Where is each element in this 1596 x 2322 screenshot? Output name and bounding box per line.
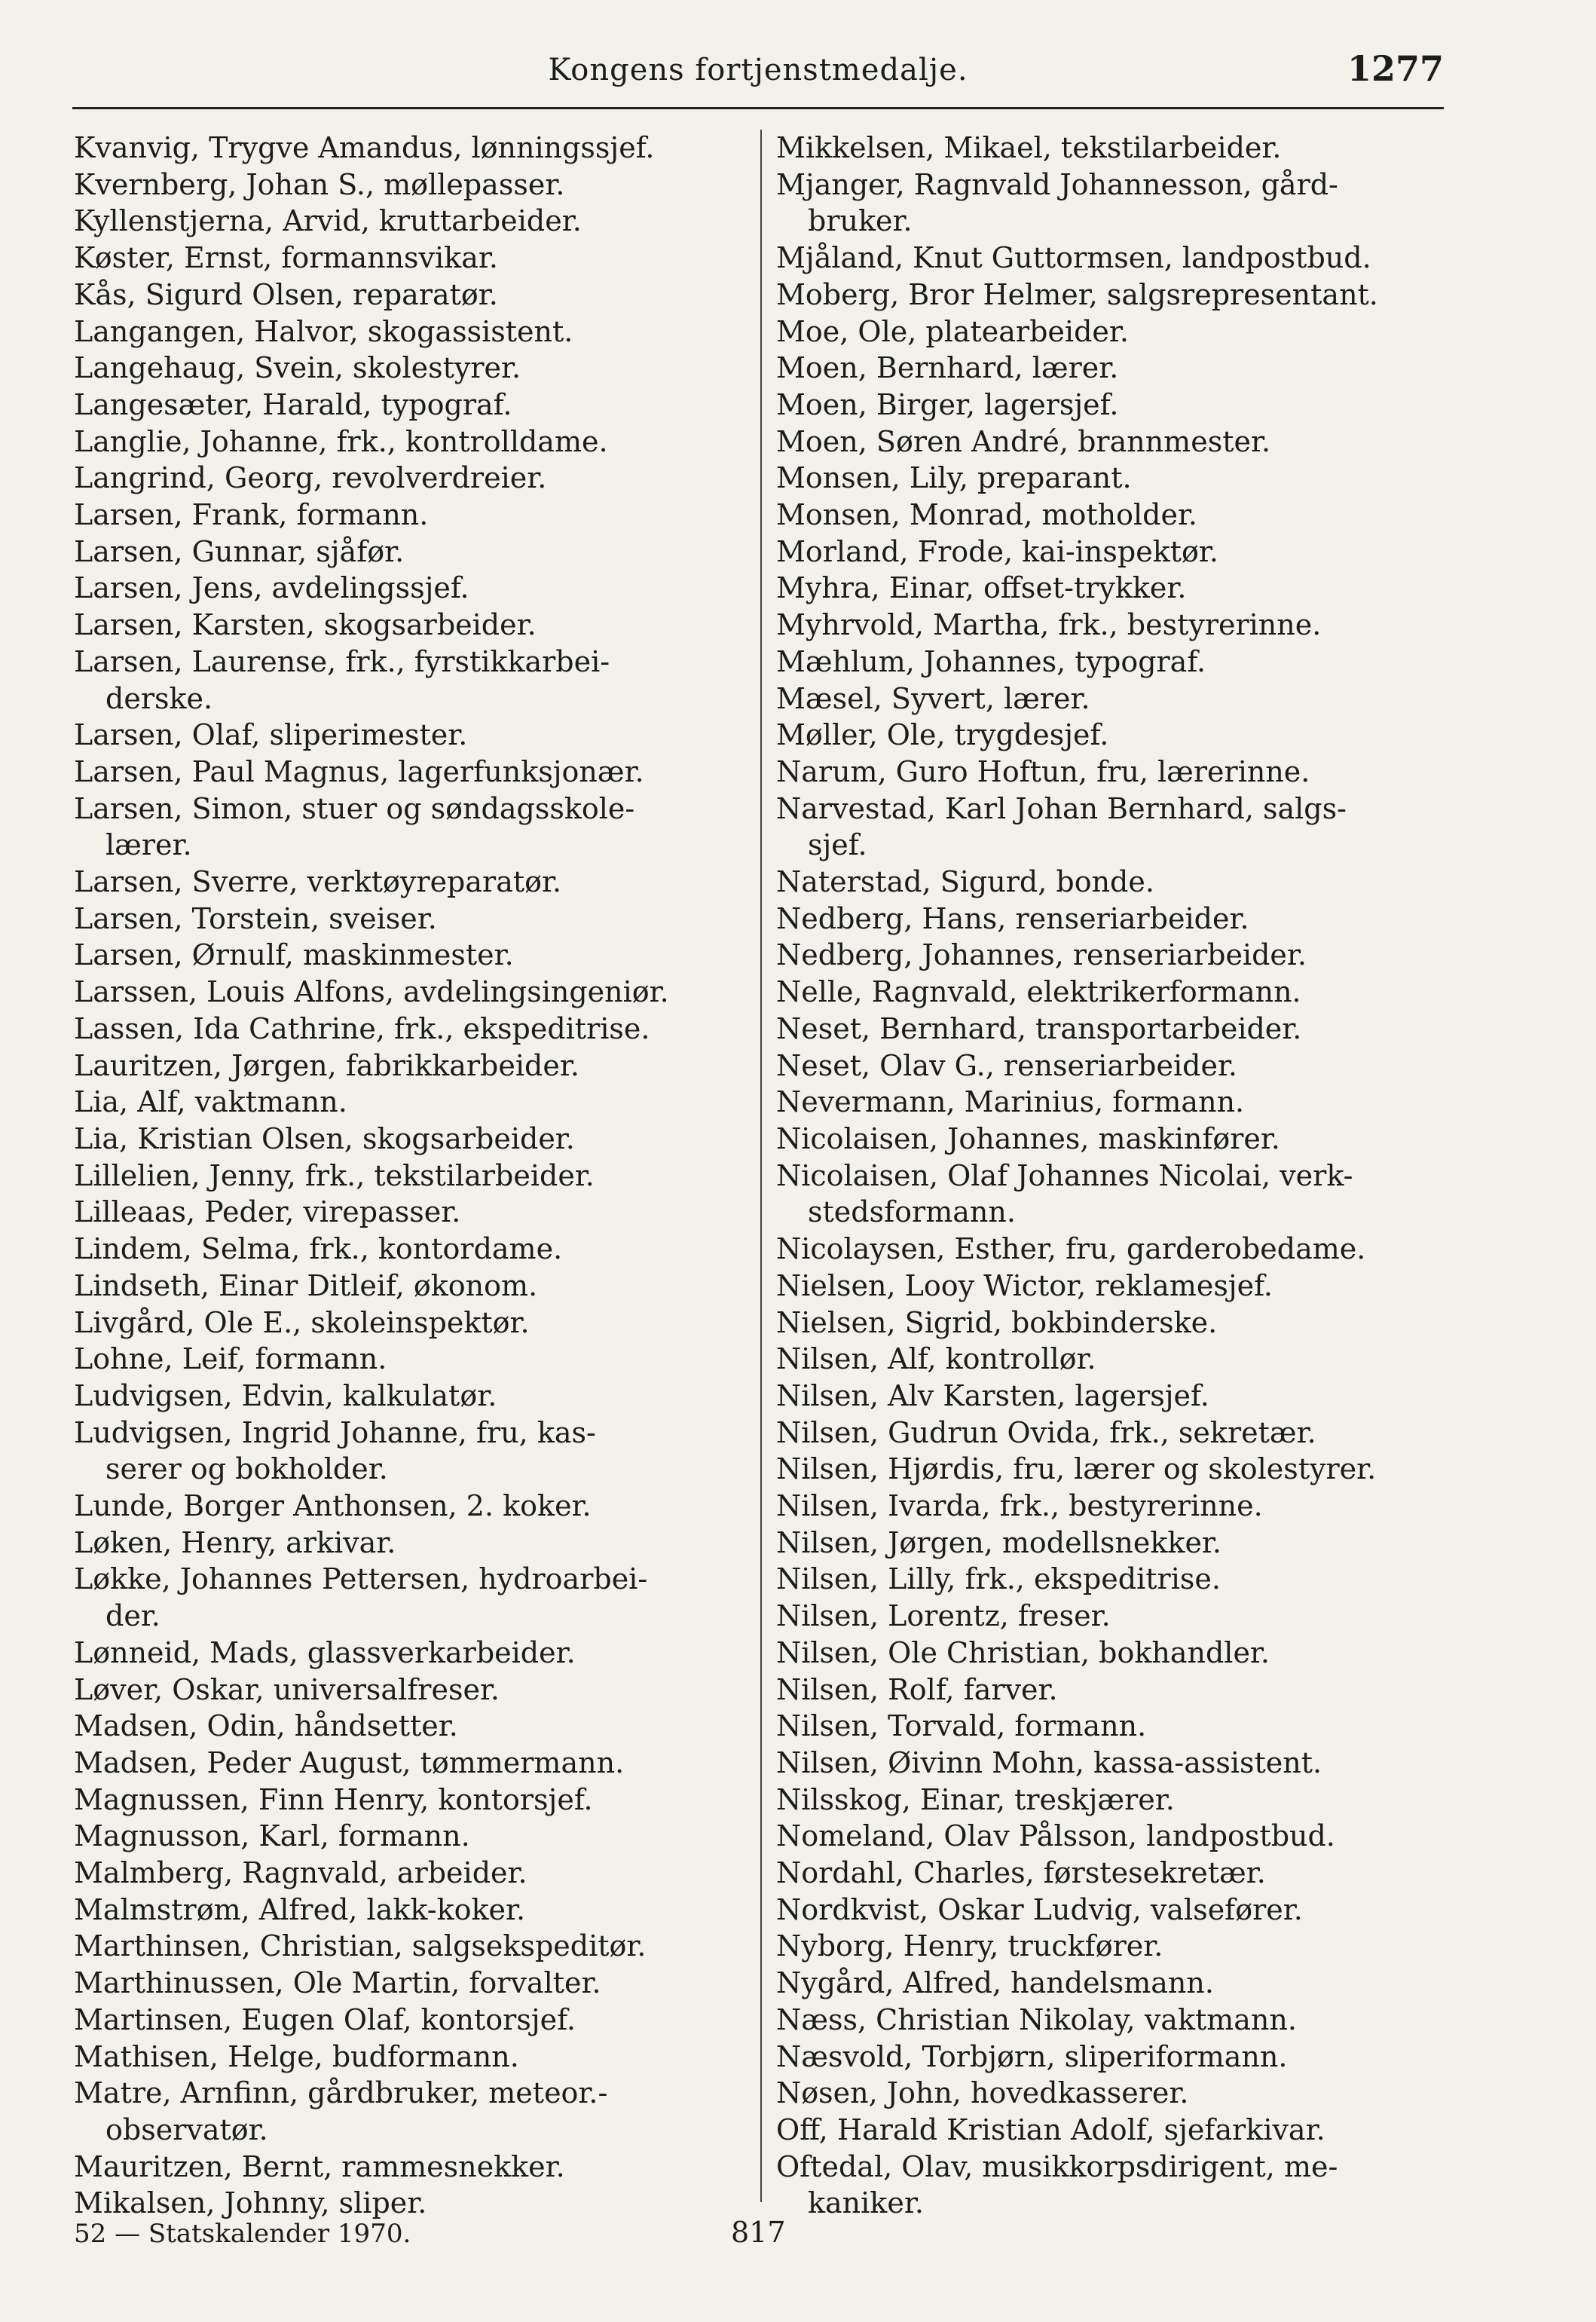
list-item: Nelle, Ragnvald, elektrikerformann. [776, 975, 1301, 1009]
list-item: Malmstrøm, Alfred, lakk-koker. [74, 1892, 526, 1926]
list-item: Mathisen, Helge, budformann. [74, 2039, 519, 2073]
list-item-continuation: observatør. [105, 2112, 268, 2146]
list-item: Larsen, Frank, formann. [74, 498, 429, 532]
list-item: Lindseth, Einar Ditleif, økonom. [74, 1268, 538, 1302]
list-item: Lilleaas, Peder, virepasser. [74, 1195, 461, 1229]
list-item: Lassen, Ida Cathrine, frk., ekspeditrise. [74, 1011, 650, 1045]
list-item: Mauritzen, Bernt, rammesnekker. [74, 2149, 565, 2183]
list-item: Nevermann, Marinius, formann. [776, 1085, 1245, 1119]
page-number: 1277 [1347, 48, 1444, 89]
list-item: Langehaug, Svein, skolestyrer. [74, 351, 521, 385]
list-item: Lohne, Leif, formann. [74, 1342, 387, 1376]
list-item: Larsen, Laurense, frk., fyrstikkarbei- [74, 644, 610, 678]
list-item: Langangen, Halvor, skogassistent. [74, 314, 573, 348]
list-item: Nordkvist, Oskar Ludvig, valsefører. [776, 1892, 1303, 1926]
list-item: Mikkelsen, Mikael, tekstilarbeider. [776, 131, 1282, 164]
list-item: Moberg, Bror Helmer, salgsrepresentant. [776, 277, 1378, 311]
list-item: Lunde, Borger Anthonsen, 2. koker. [74, 1489, 592, 1523]
list-item: Nomeland, Olav Pålsson, landpostbud. [776, 1819, 1335, 1853]
list-item: Lia, Kristian Olsen, skogsarbeider. [74, 1121, 575, 1155]
list-item: Larsen, Simon, stuer og søndagsskole- [74, 791, 635, 825]
list-item: Nordahl, Charles, førstesekretær. [776, 1856, 1266, 1890]
list-item: Ludvigsen, Ingrid Johanne, fru, kas- [74, 1415, 596, 1449]
list-item: Morland, Frode, kai-inspektør. [776, 534, 1218, 568]
list-item: Møller, Ole, trygdesjef. [776, 718, 1109, 752]
list-item: Larsen, Karsten, skogsarbeider. [74, 608, 537, 642]
page-header [72, 47, 1444, 109]
list-item: Nyborg, Henry, truckfører. [776, 1929, 1163, 1963]
list-item: Nilsen, Jørgen, modellsnekker. [776, 1525, 1222, 1559]
list-item: Marthinsen, Christian, salgsekspeditør. [74, 1929, 647, 1963]
list-item: Lønneid, Mads, glassverkarbeider. [74, 1635, 576, 1669]
right-column [776, 130, 1454, 2222]
list-item: Kvernberg, Johan S., møllepasser. [74, 167, 565, 201]
list-item: Larsen, Torstein, sveiser. [74, 901, 437, 935]
list-item: Neset, Bernhard, transportarbeider. [776, 1011, 1302, 1045]
list-item: Larssen, Louis Alfons, avdelingsingeniør. [74, 975, 669, 1009]
list-item: Off, Harald Kristian Adolf, sjefarkivar. [776, 2112, 1325, 2146]
list-item: Lauritzen, Jørgen, fabrikkarbeider. [74, 1048, 579, 1082]
list-item: Mæhlum, Johannes, typograf. [776, 644, 1206, 678]
column-divider [760, 130, 762, 2202]
list-item: Lia, Alf, vaktmann. [74, 1085, 347, 1119]
list-item: Narvestad, Karl Johan Bernhard, salgs- [776, 791, 1347, 825]
list-item: Nygård, Alfred, handelsmann. [776, 1966, 1214, 2000]
list-item: Monsen, Monrad, motholder. [776, 498, 1198, 532]
list-item: Myhra, Einar, offset-trykker. [776, 571, 1187, 605]
list-item: Moe, Ole, platearbeider. [776, 314, 1129, 348]
list-item: Nilsskog, Einar, treskjærer. [776, 1782, 1175, 1816]
list-item: Nicolaysen, Esther, fru, garderobedame. [776, 1232, 1366, 1266]
list-item: Nilsen, Alv Karsten, lagersjef. [776, 1378, 1209, 1412]
list-item: Langlie, Johanne, frk., kontrolldame. [74, 424, 608, 458]
list-item: Nielsen, Sigrid, bokbinderske. [776, 1305, 1218, 1339]
list-item: Kvanvig, Trygve Amandus, lønningssjef. [74, 131, 655, 164]
list-item: Mæsel, Syvert, lærer. [776, 681, 1090, 715]
list-item: Løver, Oskar, universalfreser. [74, 1672, 500, 1706]
list-item: Madsen, Peder August, tømmermann. [74, 1745, 625, 1779]
list-item: Larsen, Ørnulf, maskinmester. [74, 938, 514, 972]
list-item: Martinsen, Eugen Olaf, kontorsjef. [74, 2002, 576, 2036]
list-item: Magnusson, Karl, formann. [74, 1819, 470, 1853]
running-head: Kongens fortjenstmedalje. [548, 53, 968, 87]
list-item: Matre, Arnfinn, gårdbruker, meteor.- [74, 2076, 608, 2110]
list-item: Nilsen, Ole Christian, bokhandler. [776, 1635, 1270, 1669]
footer-folio: 817 [731, 2216, 786, 2249]
list-item: Marthinussen, Ole Martin, forvalter. [74, 1966, 601, 2000]
list-item: Ludvigsen, Edvin, kalkulatør. [74, 1378, 497, 1412]
list-item: Løkke, Johannes Pettersen, hydroarbei- [74, 1562, 648, 1596]
list-item: Langrind, Georg, revolverdreier. [74, 461, 547, 495]
list-item: Nilsen, Torvald, formann. [776, 1709, 1147, 1743]
list-item: Nielsen, Looy Wictor, reklamesjef. [776, 1268, 1273, 1302]
list-item: Næsvold, Torbjørn, sliperiformann. [776, 2039, 1288, 2073]
list-item: Nilsen, Hjørdis, fru, lærer og skolestyrer. [776, 1452, 1377, 1486]
list-item: Lindem, Selma, frk., kontordame. [74, 1232, 563, 1266]
list-item: Nilsen, Øivinn Mohn, kassa-assistent. [776, 1745, 1322, 1779]
list-item: Kyllenstjerna, Arvid, kruttarbeider. [74, 204, 582, 238]
list-item: Myhrvold, Martha, frk., bestyrerinne. [776, 608, 1322, 642]
list-item: Magnussen, Finn Henry, kontorsjef. [74, 1782, 593, 1816]
list-item: Mjanger, Ragnvald Johannesson, gård- [776, 167, 1338, 201]
list-item: Moen, Birger, lagersjef. [776, 387, 1119, 421]
list-item-continuation: bruker. [808, 204, 913, 238]
list-item: Nilsen, Rolf, farver. [776, 1672, 1058, 1706]
list-item: Madsen, Odin, håndsetter. [74, 1709, 458, 1743]
list-item: Nilsen, Lilly, frk., ekspeditrise. [776, 1562, 1221, 1596]
list-item-continuation: stedsformann. [808, 1195, 1016, 1229]
list-item: Nedberg, Johannes, renseriarbeider. [776, 938, 1307, 972]
list-item: Løken, Henry, arkivar. [74, 1525, 396, 1559]
list-item: Livgård, Ole E., skoleinspektør. [74, 1305, 530, 1339]
list-item: Køster, Ernst, formannsvikar. [74, 241, 498, 275]
list-item: Larsen, Paul Magnus, lagerfunksjonær. [74, 754, 644, 788]
list-item: Neset, Olav G., renseriarbeider. [776, 1048, 1238, 1082]
list-item: Nicolaisen, Johannes, maskinfører. [776, 1121, 1280, 1155]
list-item: Oftedal, Olav, musikkorpsdirigent, me- [776, 2149, 1338, 2183]
list-item: Malmberg, Ragnvald, arbeider. [74, 1856, 527, 1890]
list-item: Nicolaisen, Olaf Johannes Nicolai, verk- [776, 1158, 1353, 1192]
list-item: Nedberg, Hans, renseriarbeider. [776, 901, 1249, 935]
list-item: Langesæter, Harald, typograf. [74, 387, 512, 421]
list-item: Moen, Søren André, brannmester. [776, 424, 1271, 458]
list-item: Larsen, Olaf, sliperimester. [74, 718, 468, 752]
left-column [74, 130, 752, 2222]
list-item: Mjåland, Knut Guttormsen, landpostbud. [776, 241, 1371, 275]
list-item-continuation: serer og bokholder. [105, 1452, 388, 1486]
list-item: Larsen, Sverre, verktøyreparatør. [74, 865, 562, 899]
list-item-continuation: sjef. [808, 828, 867, 862]
list-item: Nilsen, Gudrun Ovida, frk., sekretær. [776, 1415, 1316, 1449]
list-item-continuation: kaniker. [808, 2186, 924, 2220]
list-item: Larsen, Gunnar, sjåfør. [74, 534, 405, 568]
list-item: Nilsen, Alf, kontrollør. [776, 1342, 1096, 1376]
list-item: Moen, Bernhard, lærer. [776, 351, 1119, 385]
list-item: Larsen, Jens, avdelingssjef. [74, 571, 469, 605]
list-item: Lillelien, Jenny, frk., tekstilarbeider. [74, 1158, 595, 1192]
list-item: Nilsen, Lorentz, freser. [776, 1599, 1111, 1633]
list-item-continuation: der. [105, 1599, 161, 1633]
list-item: Nøsen, John, hovedkasserer. [776, 2076, 1189, 2110]
list-item: Narum, Guro Hoftun, fru, lærerinne. [776, 754, 1310, 788]
list-item: Kås, Sigurd Olsen, reparatør. [74, 277, 498, 311]
list-item: Naterstad, Sigurd, bonde. [776, 865, 1154, 899]
list-item: Monsen, Lily, preparant. [776, 461, 1132, 495]
list-item: Næss, Christian Nikolay, vaktmann. [776, 2002, 1297, 2036]
footer-signature: 52 — Statskalender 1970. [74, 2219, 411, 2249]
list-item: Nilsen, Ivarda, frk., bestyrerinne. [776, 1489, 1263, 1523]
list-item-continuation: lærer. [105, 828, 192, 862]
list-item-continuation: derske. [105, 681, 213, 715]
list-item: Mikalsen, Johnny, sliper. [74, 2186, 427, 2220]
